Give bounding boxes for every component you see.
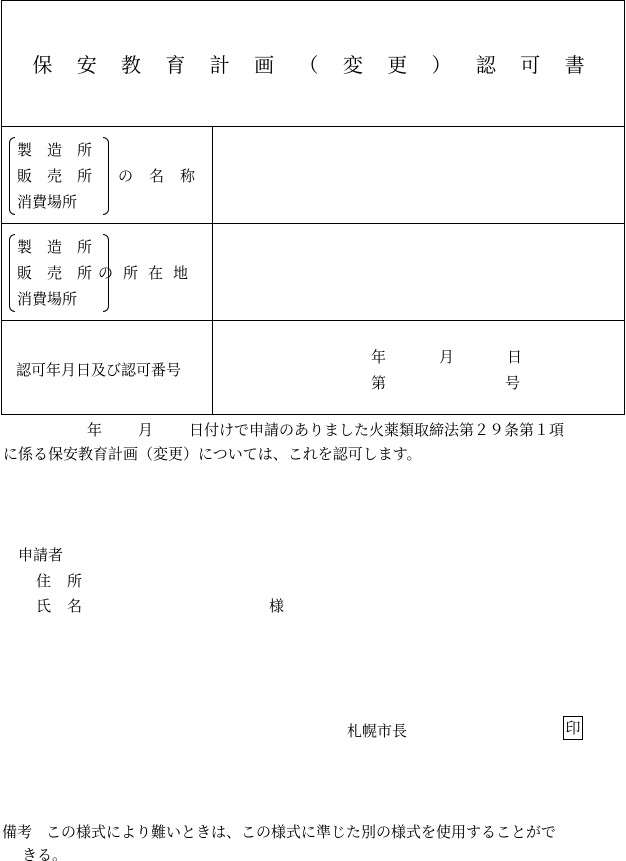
permit-month-label: 月 xyxy=(439,348,455,366)
permit-date-number-label-cell xyxy=(2,321,213,414)
permit-date-number-label: 認可年月日及び認可番号 xyxy=(16,361,182,379)
remarks-note xyxy=(2,820,556,844)
remarks-text-line-1: この様式により難いときは、この様式に準じた別の様式を使用することがで xyxy=(46,823,557,841)
statement-line-1: 日付けで申請のありました火薬類取締法第２９条第１項 xyxy=(189,421,565,439)
facility-type-bracket xyxy=(9,234,109,312)
applicant-honorific: 様 xyxy=(269,597,285,615)
facility-type-sales: 販 売 所 xyxy=(17,264,93,282)
document-title: 保 安 教 育 計 画 （ 変 更 ） 認 可 書 xyxy=(32,53,594,77)
permit-date-number-value xyxy=(214,321,624,414)
applicant-heading: 申請者 xyxy=(18,546,64,564)
permit-number-prefix: 第 xyxy=(371,374,387,392)
application-month-label: 月 xyxy=(138,421,154,439)
facility-location-suffix: の所在地 xyxy=(98,264,199,282)
title-row xyxy=(2,1,624,127)
facility-name-row xyxy=(2,127,624,224)
left-bracket xyxy=(9,137,15,215)
permit-date-number-row xyxy=(2,321,624,414)
permit-day-label: 日 xyxy=(507,348,523,366)
statement-line-2: に係る保安教育計画（変更）については、これを認可します。 xyxy=(3,445,422,463)
seal-mark: 印 xyxy=(563,716,583,740)
facility-name-value xyxy=(214,127,624,223)
facility-type-consumption: 消費場所 xyxy=(17,290,78,308)
facility-type-manufacturing: 製 造 所 xyxy=(17,238,93,256)
application-year-label: 年 xyxy=(87,421,103,439)
facility-location-value xyxy=(214,224,624,320)
permit-year-label: 年 xyxy=(371,348,387,366)
facility-type-manufacturing: 製 造 所 xyxy=(17,141,93,159)
issuer-title: 札幌市長 xyxy=(347,722,408,740)
facility-name-label-cell xyxy=(2,127,213,223)
facility-type-sales: 販 売 所 xyxy=(17,167,93,185)
applicant-name-label: 氏名 xyxy=(36,597,99,615)
remarks-label: 備考 xyxy=(2,823,33,841)
facility-type-consumption: 消費場所 xyxy=(17,193,78,211)
left-bracket xyxy=(9,234,15,312)
facility-location-label-cell xyxy=(2,224,213,320)
facility-type-bracket xyxy=(9,137,109,215)
remarks-text-line-2: きる。 xyxy=(22,846,68,861)
permit-number-suffix: 号 xyxy=(505,374,521,392)
right-bracket xyxy=(103,137,109,215)
permit-form-table xyxy=(1,0,625,415)
applicant-address-label: 住所 xyxy=(36,572,99,590)
facility-location-row xyxy=(2,224,624,321)
facility-name-suffix: の名称 xyxy=(118,167,212,185)
